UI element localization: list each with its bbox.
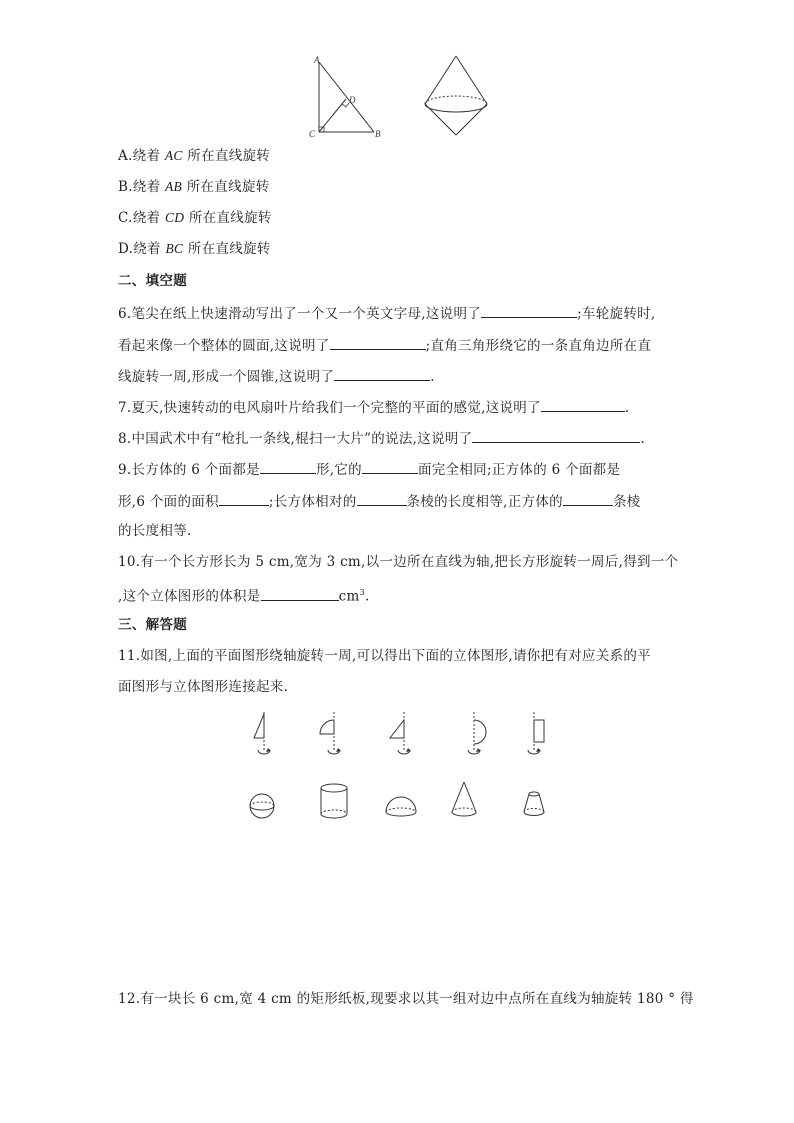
right-angle-mark-d <box>342 103 349 107</box>
q7-text-a: 7.夏天,快速转动的电风扇叶片给我们一个完整的平面的感觉,这说明了 <box>118 400 541 416</box>
solid-figures-row <box>240 778 560 824</box>
q7-blank[interactable] <box>541 397 625 412</box>
q8-text-b: . <box>640 431 646 447</box>
solid-hemisphere <box>386 797 416 816</box>
option-c-suffix: 所在直线旋转 <box>184 210 272 226</box>
q9-text-2c: 条棱的长度相等,正方体的 <box>406 494 563 510</box>
cone-base-back <box>425 96 487 104</box>
q7-text-b: . <box>624 400 630 416</box>
option-c-prefix: C.绕着 <box>118 210 165 226</box>
option-d <box>118 240 271 258</box>
q8-text-a: 8.中国武术中有“枪扎一条线,棍扫一大片”的说法,这说明了 <box>118 431 473 447</box>
q10-blank[interactable] <box>261 586 339 601</box>
q9-blank-2[interactable] <box>362 459 418 474</box>
q10-text-2c: . <box>364 588 370 605</box>
q6-text-1b: ;车轮旋转时, <box>577 306 656 322</box>
section-2-title: 二、填空题 <box>118 273 187 289</box>
option-b-var: AB <box>165 179 183 194</box>
q10-line-1: 10.有一个长方形长为 5 cm,宽为 3 cm,以一边所在直线为轴,把长方形旋转一周后,得到一个 <box>118 554 679 570</box>
q10-text-2a: ,这个立体图形的体积是 <box>118 588 261 605</box>
label-c: C <box>309 129 316 139</box>
q6-text-1a: 6.笔尖在纸上快速滑动写出了一个又一个英文字母,这说明了 <box>118 306 482 322</box>
q9-text-1b: 形,它的 <box>315 462 362 478</box>
q9-blank-1[interactable] <box>260 459 316 474</box>
label-a: A <box>314 55 320 65</box>
option-a-suffix: 所在直线旋转 <box>182 148 271 164</box>
q9-blank-5[interactable] <box>563 491 613 506</box>
plane-figure-triangle-2 <box>390 712 411 754</box>
q7-line <box>118 397 629 417</box>
q9-text-1a: 9.长方体的 6 个面都是 <box>118 462 260 478</box>
q6-text-3a: 线旋转一周,形成一个圆锥,这说明了 <box>118 369 335 385</box>
q8-blank[interactable] <box>472 428 640 443</box>
q10-unit-exp: 3 <box>359 588 365 597</box>
q6-line-3 <box>118 366 435 386</box>
plane-figure-quarter-circle <box>320 712 341 754</box>
q9-text-2a: 形,6 个面的面积 <box>118 494 219 510</box>
q6-blank-2[interactable] <box>330 335 426 350</box>
q10-unit: cm <box>338 588 360 605</box>
plane-figure-triangle-1 <box>254 712 271 754</box>
option-d-prefix: D.绕着 <box>118 241 166 257</box>
solid-sphere <box>250 794 274 818</box>
plane-figure-rectangle <box>528 712 544 754</box>
option-b-suffix: 所在直线旋转 <box>182 179 270 195</box>
solid-frustum <box>524 792 544 816</box>
section-3-title: 三、解答题 <box>118 617 187 633</box>
q12-line-1: 12.有一块长 6 cm,宽 4 cm 的矩形纸板,现要求以其一组对边中点所在直线为轴旋转 180 ° 得 <box>118 991 694 1007</box>
q6-blank-3[interactable] <box>334 366 430 381</box>
q6-text-2b: ;直角三角形绕它的一条直角边所在直 <box>425 338 652 354</box>
q11-line-1: 11.如图,上面的平面图形绕轴旋转一周,可以得出下面的立体图形,请你把有对应关系的平 <box>118 648 651 664</box>
q9-line-3: 的长度相等. <box>118 523 192 539</box>
q6-line-1 <box>118 303 656 323</box>
option-b <box>118 178 270 196</box>
plane-figure-semicircle <box>468 712 486 754</box>
option-b-prefix: B.绕着 <box>118 179 166 195</box>
option-c <box>118 209 272 227</box>
label-b: B <box>375 129 381 139</box>
q10-line-2 <box>118 584 370 606</box>
q9-text-2b: ;长方体相对的 <box>268 494 357 510</box>
option-d-suffix: 所在直线旋转 <box>183 241 271 257</box>
q6-blank-1[interactable] <box>481 303 577 318</box>
q8-line <box>118 428 645 448</box>
q9-text-2d: 条棱 <box>612 494 641 510</box>
cone-upper-left <box>425 56 456 104</box>
cone-base-front <box>425 104 487 112</box>
option-c-var: CD <box>164 210 185 225</box>
solid-cone <box>452 782 476 816</box>
q9-line-1 <box>118 459 620 479</box>
q6-text-3b: . <box>430 369 435 385</box>
triangle-figure <box>305 55 385 143</box>
option-a-prefix: A.绕着 <box>118 148 165 164</box>
solid-cylinder <box>321 784 347 818</box>
option-d-var: BC <box>165 241 184 256</box>
plane-figures-row <box>240 710 560 766</box>
double-cone-figure <box>420 52 492 140</box>
q9-text-1c: 面完全相同;正方体的 6 个面都是 <box>417 462 621 478</box>
q9-blank-4[interactable] <box>357 491 407 506</box>
option-a <box>118 147 270 165</box>
q11-line-2: 面图形与立体图形连接起来. <box>118 679 289 695</box>
option-a-var: AC <box>164 148 183 163</box>
q9-blank-3[interactable] <box>219 491 269 506</box>
q9-line-2 <box>118 491 641 511</box>
q6-line-2 <box>118 335 651 355</box>
q6-text-2a: 看起来像一个整体的圆面,这说明了 <box>118 338 330 354</box>
label-d: D <box>349 95 356 105</box>
